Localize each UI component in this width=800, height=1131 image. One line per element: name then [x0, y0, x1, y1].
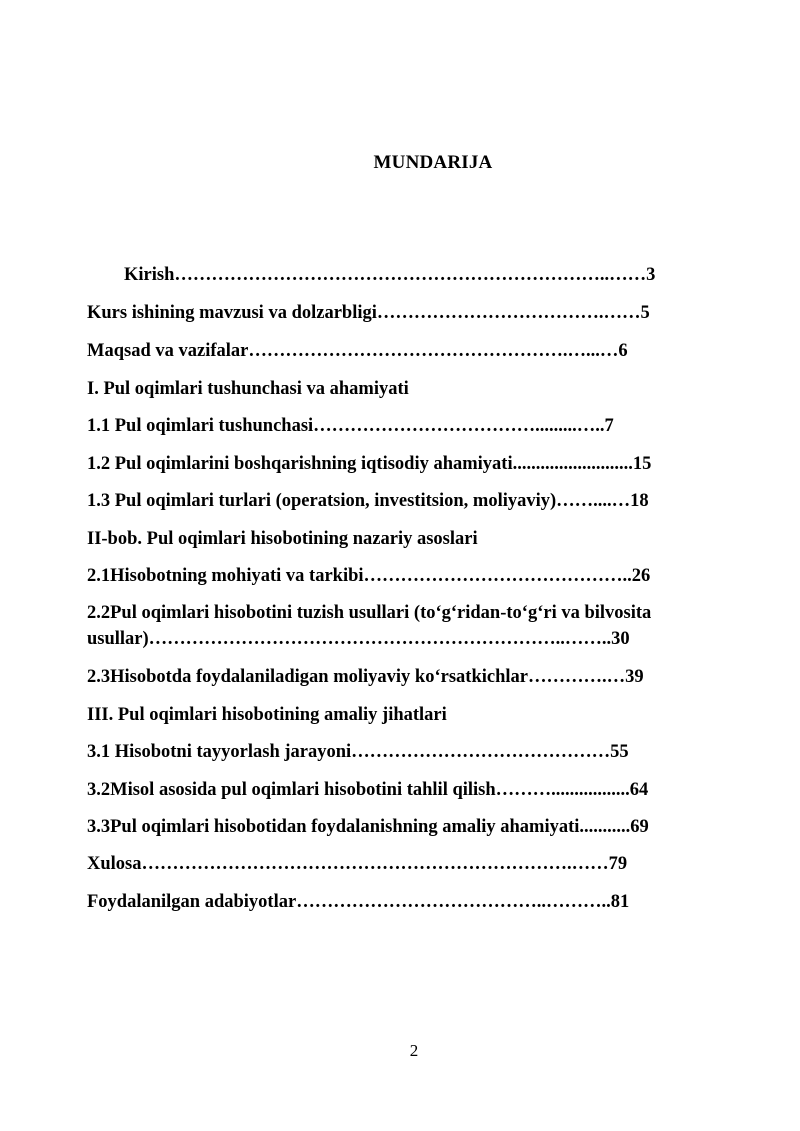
page-title: MUNDARIJA	[373, 152, 493, 173]
toc-entry-mavzu: Kurs ishining mavzusi va dolzarbligi……………………………….……5	[87, 303, 650, 323]
toc-chapter-1: I. Pul oqimlari tushunchasi va ahamiyati	[87, 379, 409, 399]
toc-entry-1-3: 1.3 Pul oqimlari turlari (operatsion, investitsion, moliyaviy)……....…18	[87, 491, 649, 511]
toc-chapter-2: II-bob. Pul oqimlari hisobotining nazariy asoslari	[87, 529, 478, 549]
toc-entry-xulosa: Xulosa…………………………………………………………….……79	[87, 854, 628, 874]
toc-entry-3-2: 3.2Misol asosida pul oqimlari hisobotini tahlil qilish……….................64	[87, 780, 649, 800]
toc-entry-2-3: 2.3Hisobotda foydalaniladigan moliyaviy ko‘rsatkichlar………….…39	[87, 667, 644, 687]
toc-entry-1-2: 1.2 Pul oqimlarini boshqarishning iqtisodiy ahamiyati..........................15	[87, 454, 652, 474]
toc-entry-2-2-line2: usullar)…………………………………………………………..……..30	[87, 629, 630, 649]
toc-entry-adabiyotlar: Foydalanilgan adabiyotlar…………………………………..………..81	[87, 892, 630, 912]
toc-entry-kirish: Kirish……………………………………………………………..……3	[124, 265, 656, 285]
toc-entry-3-1: 3.1 Hisobotni tayyorlash jarayoni……………………………………55	[87, 742, 629, 762]
toc-entry-2-2-line1: 2.2Pul oqimlari hisobotini tuzish usullari (to‘g‘ridan-to‘g‘ri va bilvosita	[87, 603, 652, 623]
toc-chapter-3: III. Pul oqimlari hisobotining amaliy jihatlari	[87, 705, 447, 725]
toc-entry-1-1: 1.1 Pul oqimlari tushunchasi……………………………….........…..7	[87, 416, 614, 436]
toc-entry-maqsad: Maqsad va vazifalar…………………………………………….…...…6	[87, 341, 628, 361]
toc-entry-2-1: 2.1Hisobotning mohiyati va tarkibi……………………………………..26	[87, 566, 651, 586]
toc-entry-3-3: 3.3Pul oqimlari hisobotidan foydalanishning amaliy ahamiyati...........69	[87, 817, 649, 837]
page-number: 2	[409, 1041, 419, 1060]
